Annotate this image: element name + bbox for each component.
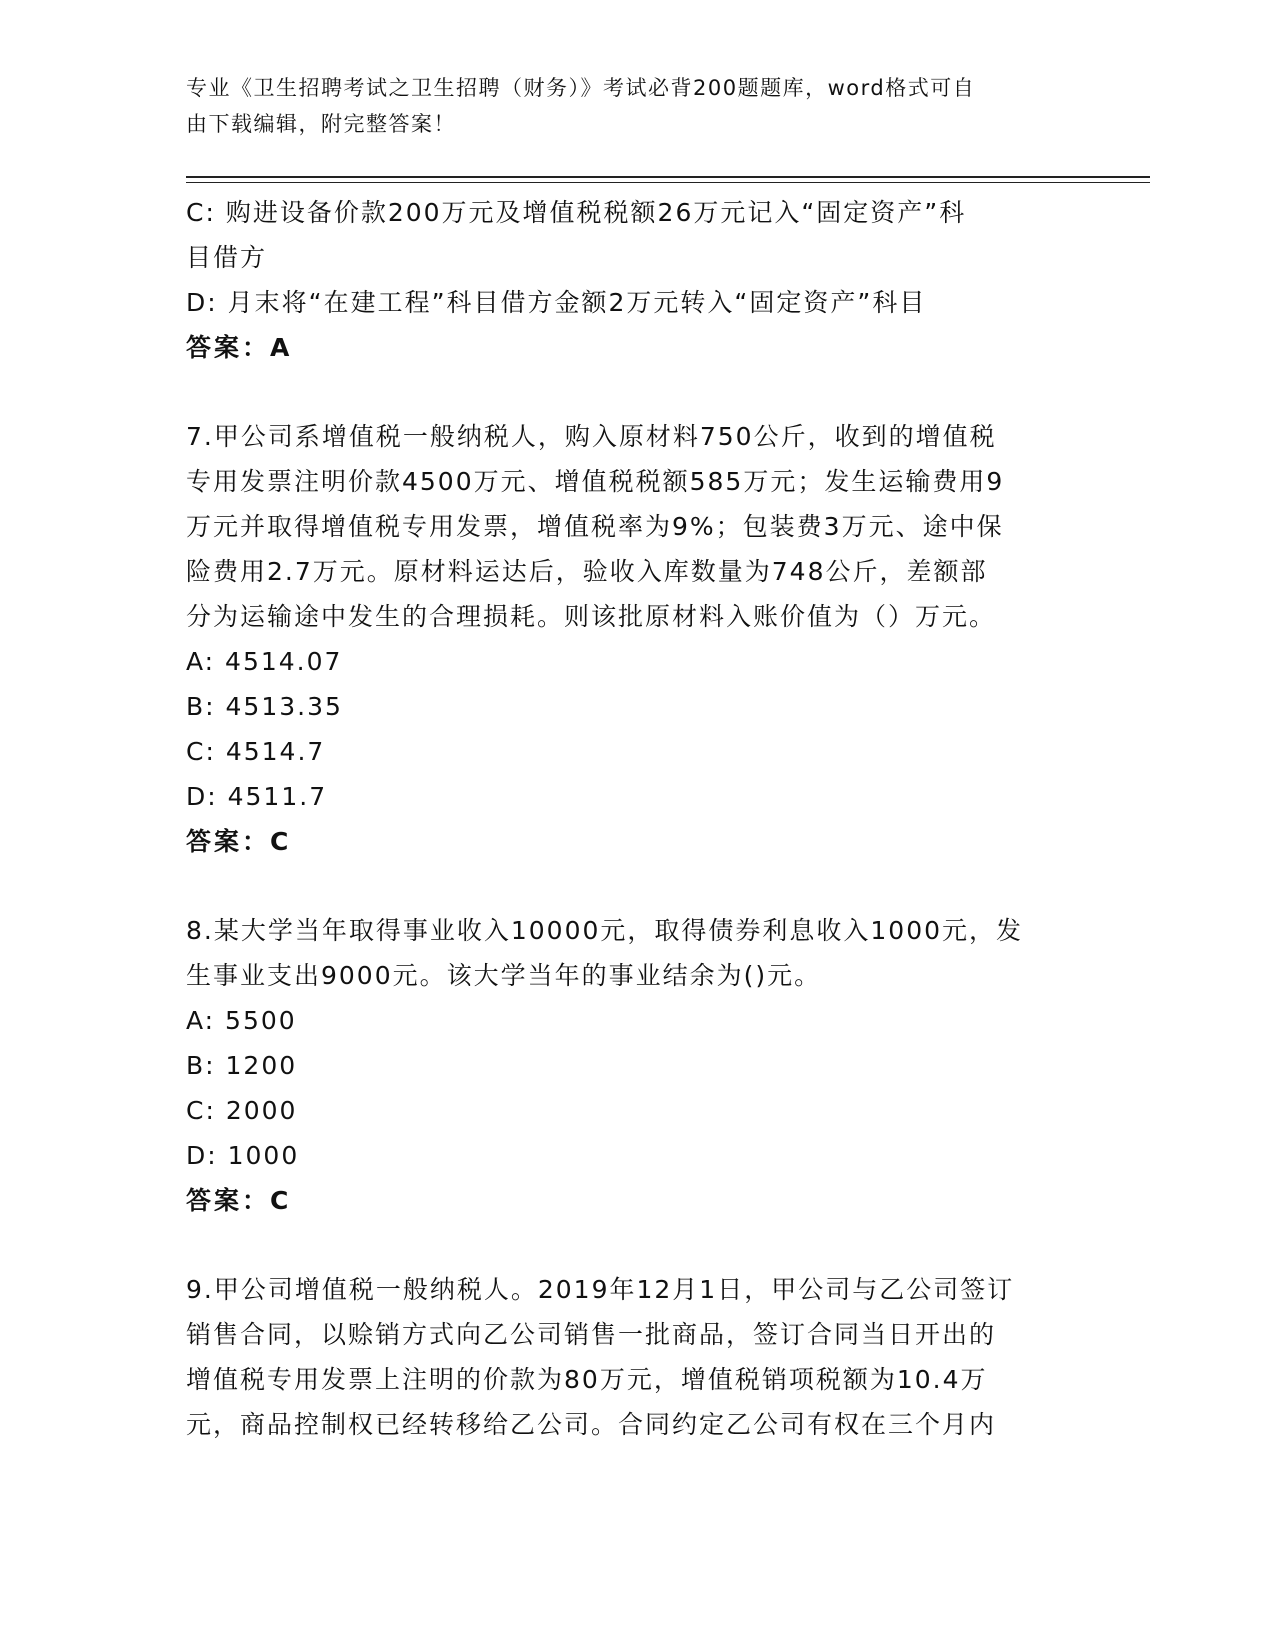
document-header <box>186 70 1066 142</box>
header-rule-thick <box>186 176 1150 178</box>
option-c-line-2: 目借方 <box>186 243 268 272</box>
option-c: C: 4514.7 <box>186 737 326 766</box>
answer: 答案：C <box>186 1186 292 1215</box>
option-d: D: 4511.7 <box>186 782 328 811</box>
question-7 <box>186 414 1066 864</box>
question-stem-line: 万元并取得增值税专用发票，增值税率为9%；包装费3万元、途中保 <box>186 512 1004 541</box>
question-8 <box>186 908 1066 1223</box>
question-6-tail <box>186 190 1066 370</box>
option-d: D: 月末将“在建工程”科目借方金额2万元转入“固定资产”科目 <box>186 288 927 317</box>
header-rule-thin <box>186 182 1150 183</box>
question-stem-line: 增值税专用发票上注明的价款为80万元，增值税销项税额为10.4万 <box>186 1365 988 1394</box>
header-line-2: 由下载编辑，附完整答案！ <box>186 112 456 136</box>
question-9 <box>186 1267 1066 1447</box>
question-stem-line: 销售合同，以赊销方式向乙公司销售一批商品，签订合同当日开出的 <box>186 1320 997 1349</box>
option-b: B: 4513.35 <box>186 692 343 721</box>
option-a: A: 4514.07 <box>186 647 343 676</box>
question-stem-line: 9.甲公司增值税一般纳税人。2019年12月1日，甲公司与乙公司签订 <box>186 1275 1015 1304</box>
question-stem-line: 元，商品控制权已经转移给乙公司。合同约定乙公司有权在三个月内 <box>186 1410 997 1439</box>
question-stem-line: 8.某大学当年取得事业收入10000元，取得债券利息收入1000元，发 <box>186 916 1024 945</box>
option-a: A: 5500 <box>186 1006 297 1035</box>
option-d: D: 1000 <box>186 1141 300 1170</box>
header-line-1: 专业《卫生招聘考试之卫生招聘（财务）》考试必背200题题库，word格式可自 <box>186 76 976 100</box>
question-stem-line: 险费用2.7万元。原材料运达后，验收入库数量为748公斤，差额部 <box>186 557 988 586</box>
option-c-line-1: C: 购进设备价款200万元及增值税税额26万元记入“固定资产”科 <box>186 198 967 227</box>
question-stem-line: 生事业支出9000元。该大学当年的事业结余为()元。 <box>186 961 822 990</box>
answer: 答案：C <box>186 827 292 856</box>
question-stem-line: 专用发票注明价款4500万元、增值税税额585万元；发生运输费用9 <box>186 467 1005 496</box>
answer: 答案：A <box>186 333 293 362</box>
question-stem-line: 7.甲公司系增值税一般纳税人，购入原材料750公斤，收到的增值税 <box>186 422 997 451</box>
option-c: C: 2000 <box>186 1096 298 1125</box>
option-b: B: 1200 <box>186 1051 298 1080</box>
question-stem-line: 分为运输途中发生的合理损耗。则该批原材料入账价值为（）万元。 <box>186 602 997 631</box>
document-body <box>186 190 1066 1447</box>
